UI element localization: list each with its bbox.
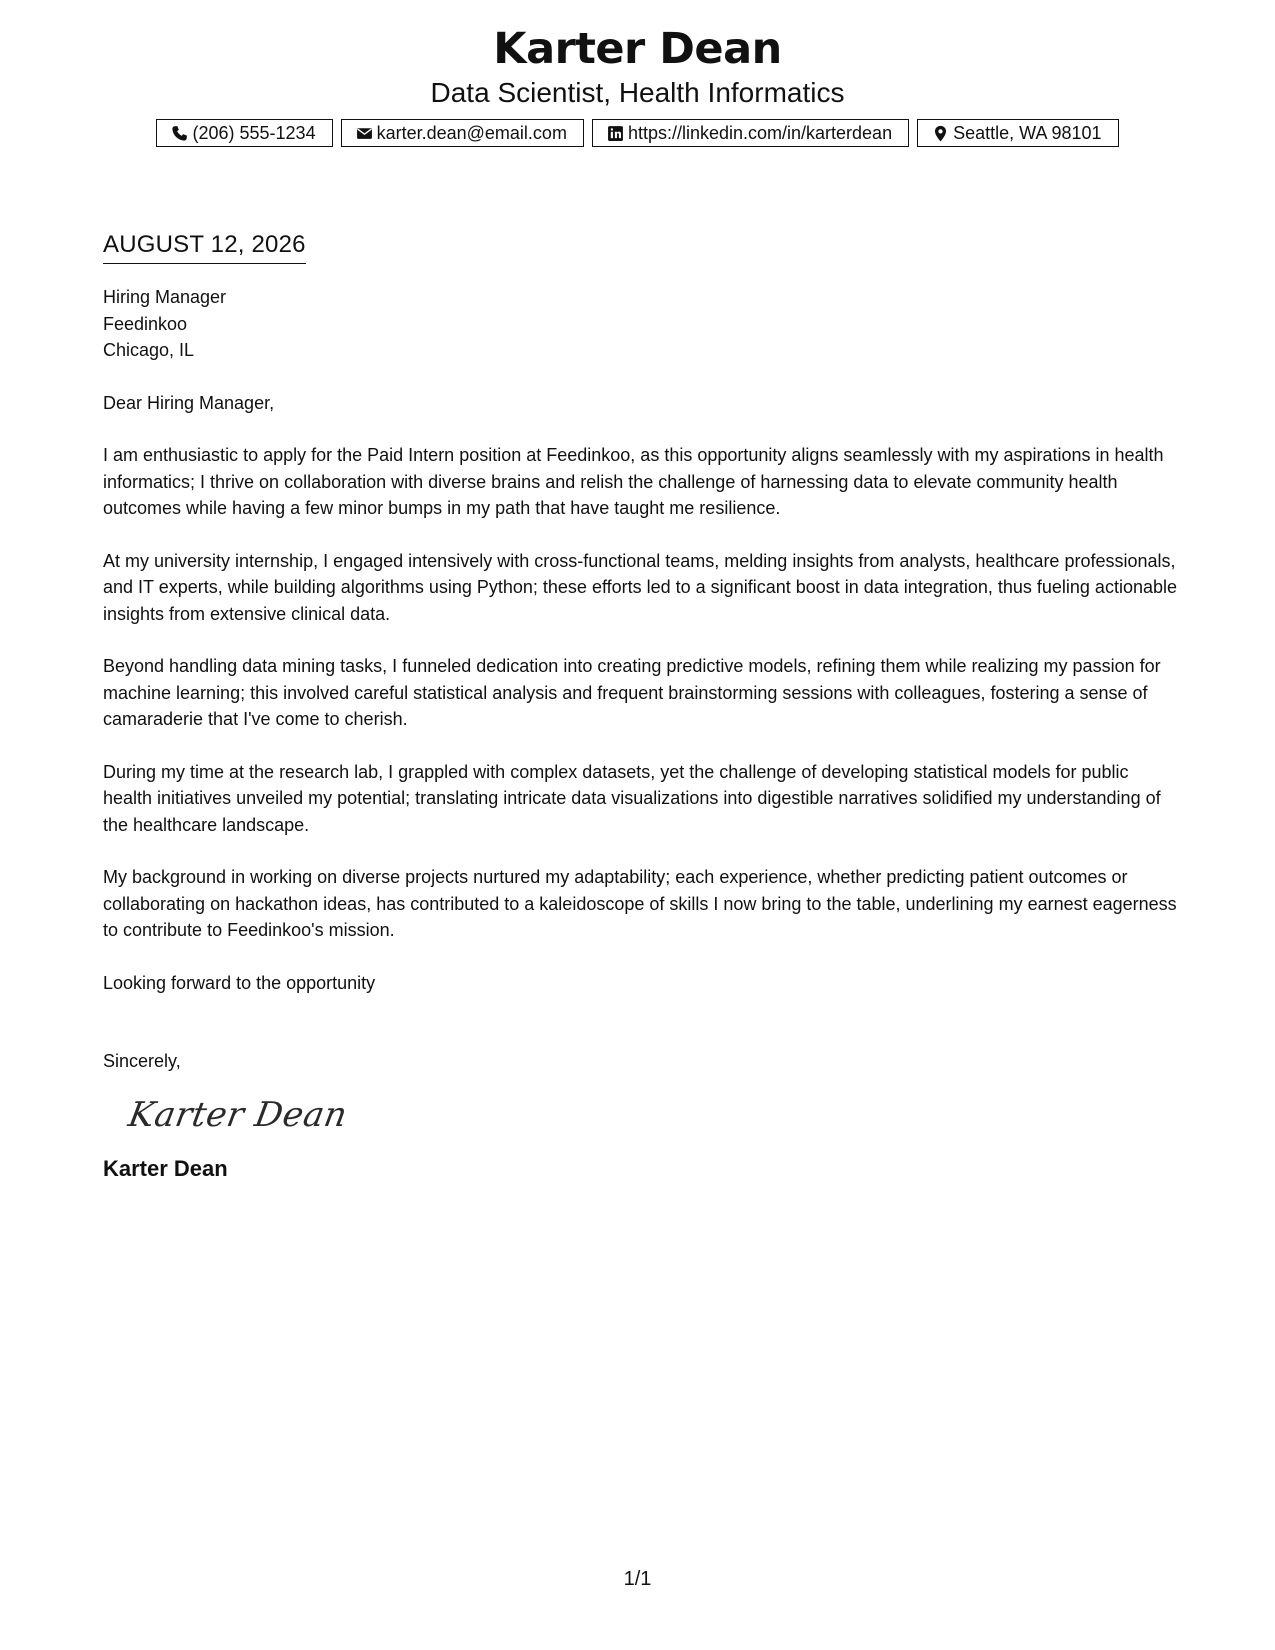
map-marker-icon [932,125,949,142]
recipient-block [103,284,1178,364]
contact-linkedin[interactable] [592,119,909,147]
recipient-company: Feedinkoo [103,313,188,334]
contact-bar [0,119,1275,147]
letter-header [0,22,1275,147]
location-text: Seattle, WA 98101 [953,122,1102,143]
body-paragraph: My background in working on diverse projects nurtured my adaptability; each experience, whether predicting patient outcomes or collaborating on hackathon ideas, has contributed to a kaleidoscope of skills I now bring to the table, underlining my earnest eagerness to contribute to Feedinkoo's mission. [103,867,1177,940]
salutation: Dear Hiring Manager, [103,392,275,413]
applicant-title: Data Scientist, Health Informatics [430,77,845,108]
page-number: 1/1 [623,1568,652,1590]
body-paragraph: At my university internship, I engaged intensively with cross-functional teams, melding insights from analysts, healthcare professionals, and IT experts, while building algorithms using Python; these efforts led to a significant boost in data integration, thus fueling actionable insights from extensive clinical data. [103,550,1177,624]
contact-location[interactable] [917,119,1118,147]
email-text: karter.dean@email.com [376,122,567,143]
phone-text: (206) 555-1234 [192,122,316,143]
phone-icon [171,125,188,142]
body-paragraph: Beyond handling data mining tasks, I funneled dedication into creating predictive models, refining them while realizing my passion for machine learning; this involved careful statistical analysis and frequent brainstorming sessions with colleagues, fostering a sense of camaraderie that I've come to cherish. [103,656,1161,729]
closing-line: Looking forward to the opportunity [103,972,376,993]
signature: Karter Dean [125,1094,351,1135]
letter-body [103,230,1178,1183]
body-paragraph: During my time at the research lab, I grappled with complex datasets, yet the challenge of developing statistical models for public health initiatives unveiled my potential; translating intricate data visualizations into digestible narratives solidified my understanding of the healthcare landscape. [103,761,1161,835]
recipient-location: Chicago, IL [103,340,195,360]
recipient-title: Hiring Manager [103,287,227,307]
applicant-name: Karter Dean [493,24,782,74]
letter-date: AUGUST 12, 2026 [103,230,306,264]
linkedin-icon [607,125,624,142]
sign-off: Sincerely, [103,1051,181,1071]
envelope-icon [356,125,373,142]
signer-name: Karter Dean [103,1155,228,1181]
body-paragraph: I am enthusiastic to apply for the Paid Intern position at Feedinkoo, as this opportunity aligns seamlessly with my aspirations in health informatics; I thrive on collaboration with diverse brains and relish the challenge of harnessing data to elevate community health outcomes while having a few minor bumps in my path that have taught me resilience. [103,445,1164,518]
contact-email[interactable] [341,119,584,147]
linkedin-text: https://linkedin.com/in/karterdean [627,122,893,143]
contact-phone[interactable] [156,119,332,147]
